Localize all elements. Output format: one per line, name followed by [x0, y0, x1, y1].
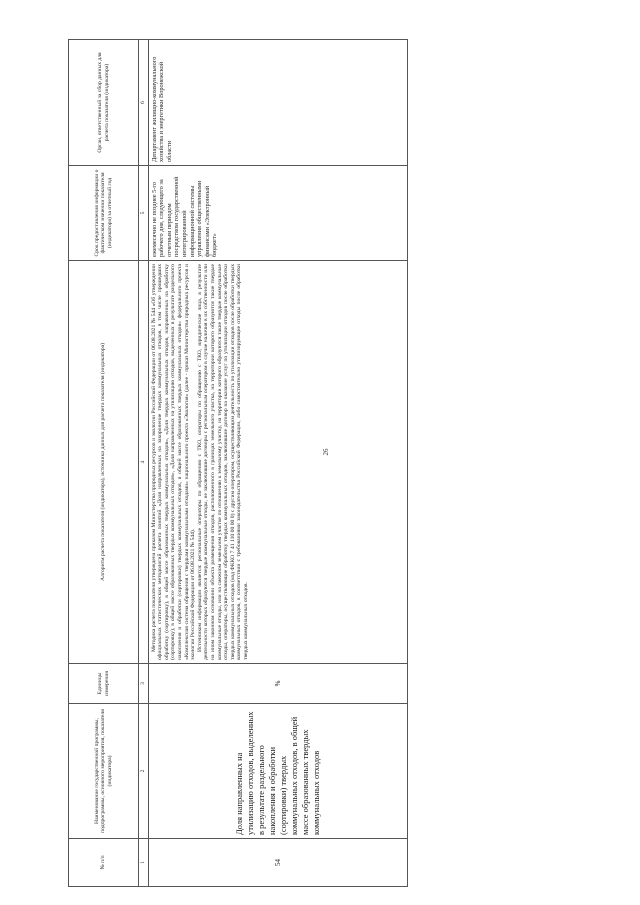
header-term: Срок предоставления информации о фактическом значении показателя (индикатора) за отчетный год	[69, 166, 139, 261]
row-number: 54	[148, 839, 407, 887]
column-number: 6	[139, 40, 149, 166]
header-name: Наименование государственной программы, подпрограммы, основного мероприятия, показателя (индикатора)	[69, 704, 139, 839]
column-number: 2	[139, 704, 149, 839]
algorithm-paragraph: Источником информации является: региональные операторы по обращению с ТКО, операторы по обращению с ТКО, юридические лица, в результате деятельности которых образуются твердые коммунальные отходы, не заключившие договоры с региональным оператором в случае наличия в их собственности или на ином законном основании объекта размещения отходов, расположенного в границах земельного участка, на территории которого образуются такие твердые коммунальные отходы, или на смежном земельном участке по отношению к земельному участку, на территории которого образуются такие твердые коммунальные отходы, операторы, осуществляющие обработку твердых коммунальных отходов, заключившие договор на оказание услуг по утилизации отходов после обработки твердых коммунальных отходов (код ФККО 7 41 110 00 00 0) с другим оператором, осуществляющим деятельность по утилизации отходов после обработки твердых коммунальных отходов, в соответствии с требованиями законодательства Российской Федерации, либо самостоятельно утилизирующие отходы после обработки твердых коммунальных отходов.	[196, 264, 249, 660]
column-number: 4	[139, 261, 149, 664]
algorithm-paragraph: Методика расчета показателя утверждена приказом Министерства природных ресурсов и экологии Российской Федерации от 06.08.2021 № 544 «Об утверждении официальных статистических методологий расчета понятий «Доля направленных на захоронение твердых коммунальных отходов, в том числе прошедших обработку (сортировку), в общей массе образованных твердых коммунальных отходов», «Доля твердых коммунальных отходов, направленных на обработку (сортировку), в общей массе образованных твердых коммунальных отходов», «Доля направленных на утилизацию отходов, выделенных в результате раздельного накопления и обработки (сортировки) твердых коммунальных отходов, в общей массе образованных твердых коммунальных отходов» федерального проекта «Комплексная система обращения с твердыми коммунальными отходами» национального проекта «Экология» (далее - приказ Министерства природных ресурсов и экологии Российской Федерации от 06.08.2021 № 544).	[150, 264, 197, 660]
indicator-algorithm	[148, 261, 407, 664]
indicator-name: Доля направленных на утилизацию отходов, выделенных в результате раздельного накопления и обработки (сортировки) твердых коммунальных отходов, в общей массе образованных твердых коммунальных отходов	[148, 704, 407, 839]
header-no: № п/п	[69, 839, 139, 887]
column-number: 5	[139, 166, 149, 261]
indicator-table	[68, 39, 408, 887]
column-number: 3	[139, 664, 149, 704]
header-organ: Орган, ответственный за сбор данных для расчета показателя (индикатора)	[69, 40, 139, 166]
column-number-row	[139, 40, 149, 887]
indicator-unit: %	[148, 664, 407, 704]
report-term: ежемесячно не позднее 5-го рабочего дня, следующего за отчетным периодом посредством государственной интегрированной информационной системы управления общественными финансами «Электронный бюджет»	[148, 166, 407, 261]
header-algorithm: Алгоритм расчета показателя (индикатора), источники данных для расчета показателя (индикатора)	[69, 261, 139, 664]
column-number: 1	[139, 839, 149, 887]
responsible-organ: Департамент жилищно-коммунального хозяйства и энергетики Воронежской области	[148, 40, 407, 166]
rotated-table-sheet	[68, 40, 408, 887]
table-row	[148, 40, 407, 887]
header-unit: Единицы измерения	[69, 664, 139, 704]
page-number: 26	[322, 448, 330, 456]
header-row	[69, 40, 139, 887]
